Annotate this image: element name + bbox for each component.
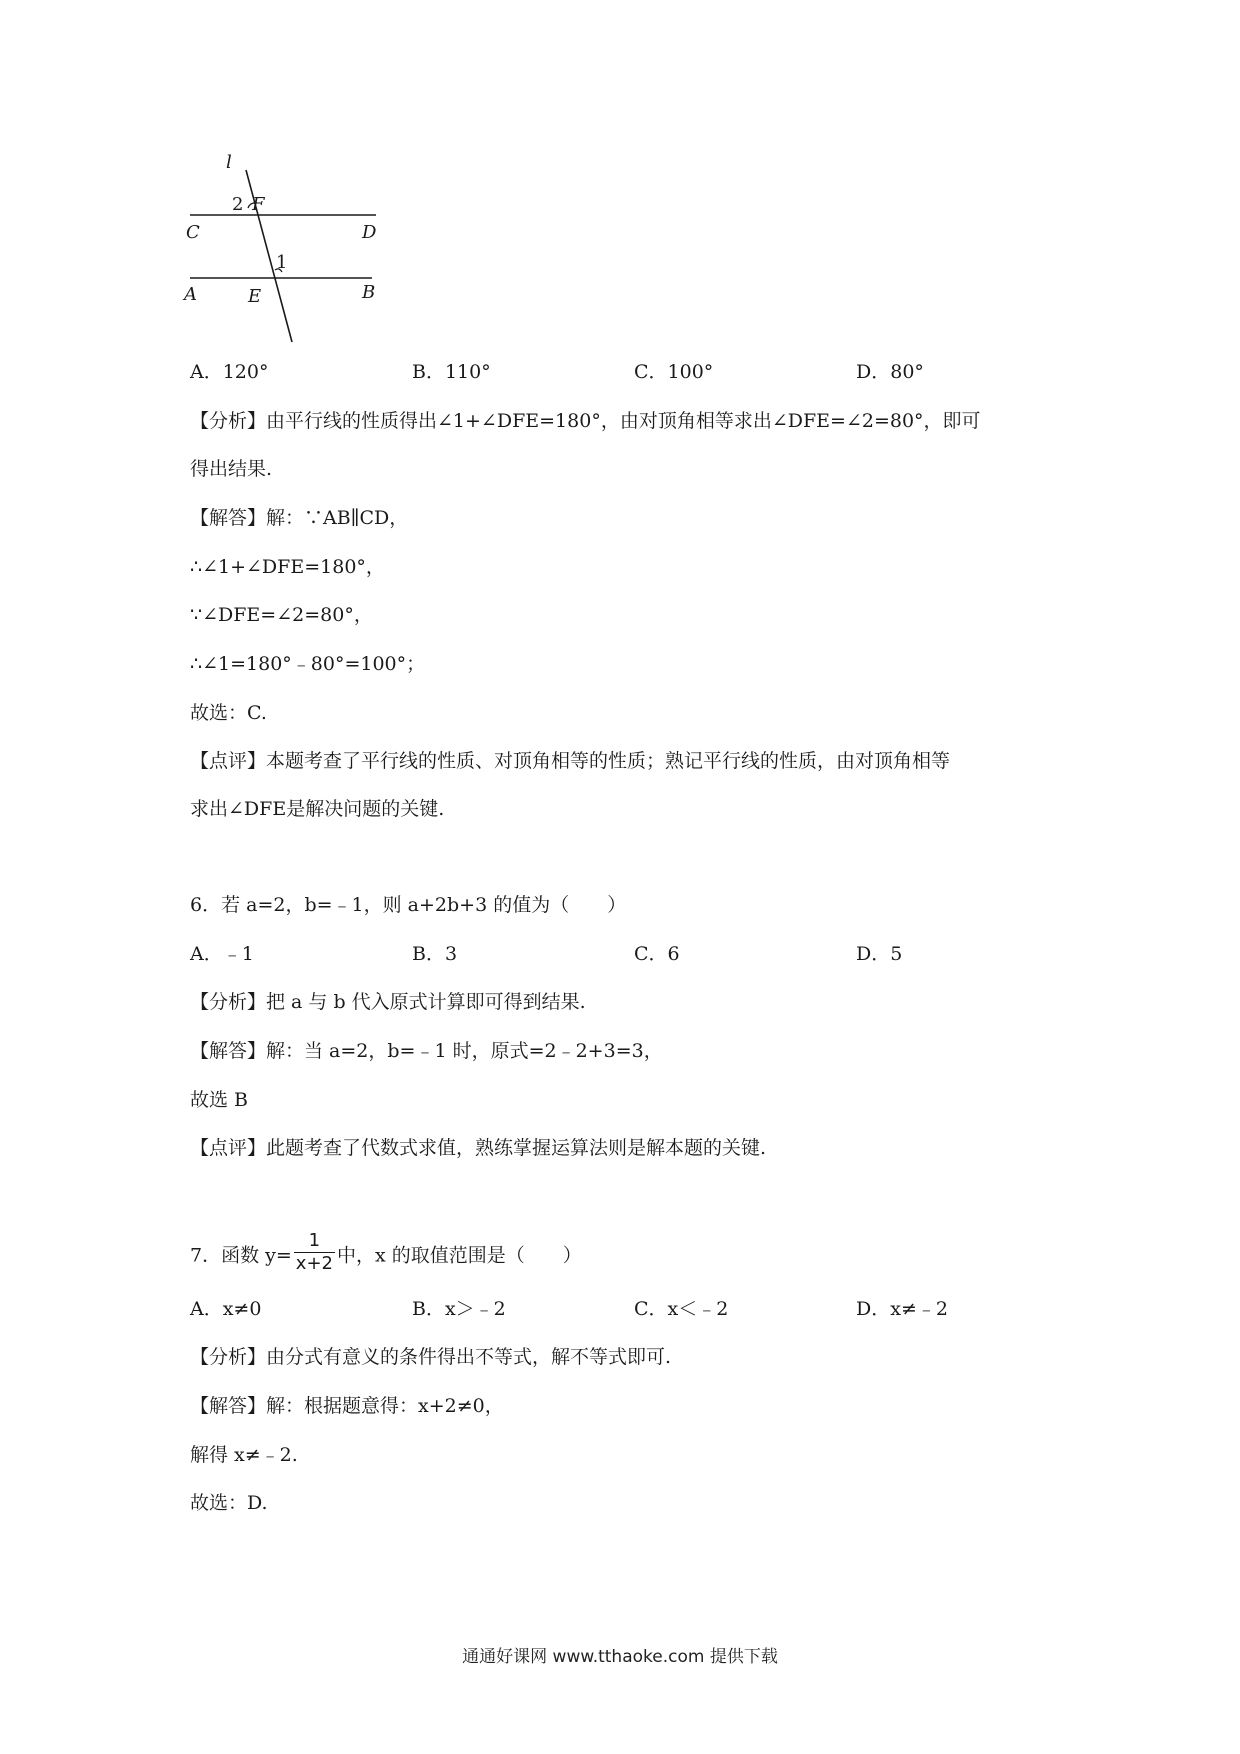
q6-comment: 【点评】此题考查了代数式求值，熟练掌握运算法则是解本题的关键. (190, 1137, 767, 1159)
q6-option-b: B．3 (412, 943, 458, 965)
q7-question-suffix: 中，x 的取值范围是（ ） (336, 1244, 582, 1267)
q7-option-a: A．x≠0 (190, 1298, 262, 1320)
q5-solution-line-3: ∵∠DFE=∠2=80°， (190, 604, 373, 626)
q7-answer: 故选：D. (190, 1492, 268, 1514)
q7-fraction-numerator: 1 (294, 1230, 335, 1253)
q6-option-a: A．﹣1 (190, 943, 254, 965)
q5-solution-line-4: ∴∠1=180°﹣80°=100°； (190, 653, 426, 675)
q7-option-b: B．x＞﹣2 (412, 1298, 506, 1320)
q5-option-c: C．100° (634, 361, 714, 383)
q6-answer: 故选 B (190, 1089, 249, 1111)
q6-analysis: 【分析】把 a 与 b 代入原式计算即可得到结果. (190, 991, 586, 1013)
q5-comment-line-1: 【点评】本题考查了平行线的性质、对顶角相等的性质；熟记平行线的性质，由对顶角相等 (190, 750, 951, 772)
q5-options (190, 360, 1090, 384)
q5-option-b: B．110° (412, 361, 491, 383)
q5-solution-line-1: 【解答】解：∵AB∥CD， (190, 507, 409, 529)
q7-analysis: 【分析】由分式有意义的条件得出不等式，解不等式即可. (190, 1346, 672, 1368)
label-b: B (362, 282, 376, 303)
q7-question (190, 1230, 582, 1279)
q5-analysis-line-2: 得出结果. (190, 458, 273, 480)
q7-option-c: C．x＜﹣2 (634, 1298, 729, 1320)
q6-option-c: C．6 (634, 943, 680, 965)
q5-option-d: D．80° (856, 361, 924, 383)
q6-option-d: D．5 (856, 943, 903, 965)
q6-options (190, 942, 1090, 966)
q7-fraction (294, 1230, 335, 1275)
label-d: D (362, 222, 377, 243)
label-2: 2 (232, 194, 244, 215)
q7-fraction-denominator: x+2 (295, 1253, 333, 1274)
q6-question: 6．若 a=2，b=﹣1，则 a+2b+3 的值为（ ） (190, 894, 627, 916)
q5-comment-line-2: 求出∠DFE是解决问题的关键. (190, 798, 445, 820)
q5-option-a: A．120° (190, 361, 269, 383)
label-a: A (184, 284, 197, 305)
q6-solution-line-1: 【解答】解：当 a=2，b=﹣1 时，原式=2﹣2+3=3， (190, 1040, 663, 1062)
parallel-lines-figure (186, 150, 386, 350)
q7-question-prefix: 7．函数 y= (190, 1244, 292, 1267)
q7-options (190, 1297, 1090, 1321)
q5-analysis-line-1: 【分析】由平行线的性质得出∠1+∠DFE=180°，由对顶角相等求出∠DFE=∠2=80°，即可 (190, 410, 981, 432)
q7-option-d: D．x≠﹣2 (856, 1298, 948, 1320)
q7-solution-line-2: 解得 x≠﹣2. (190, 1444, 298, 1466)
label-f: F (252, 194, 265, 215)
q7-solution-line-1: 【解答】解：根据题意得：x+2≠0， (190, 1395, 504, 1417)
footer-download-note: 通通好课网 www.tthaoke.com 提供下载 (462, 1647, 778, 1667)
label-1: 1 (276, 252, 288, 273)
label-c: C (186, 222, 200, 243)
label-e: E (248, 286, 262, 307)
q5-answer: 故选：C. (190, 702, 267, 724)
q5-solution-line-2: ∴∠1+∠DFE=180°， (190, 556, 385, 578)
label-l: l (226, 152, 232, 173)
